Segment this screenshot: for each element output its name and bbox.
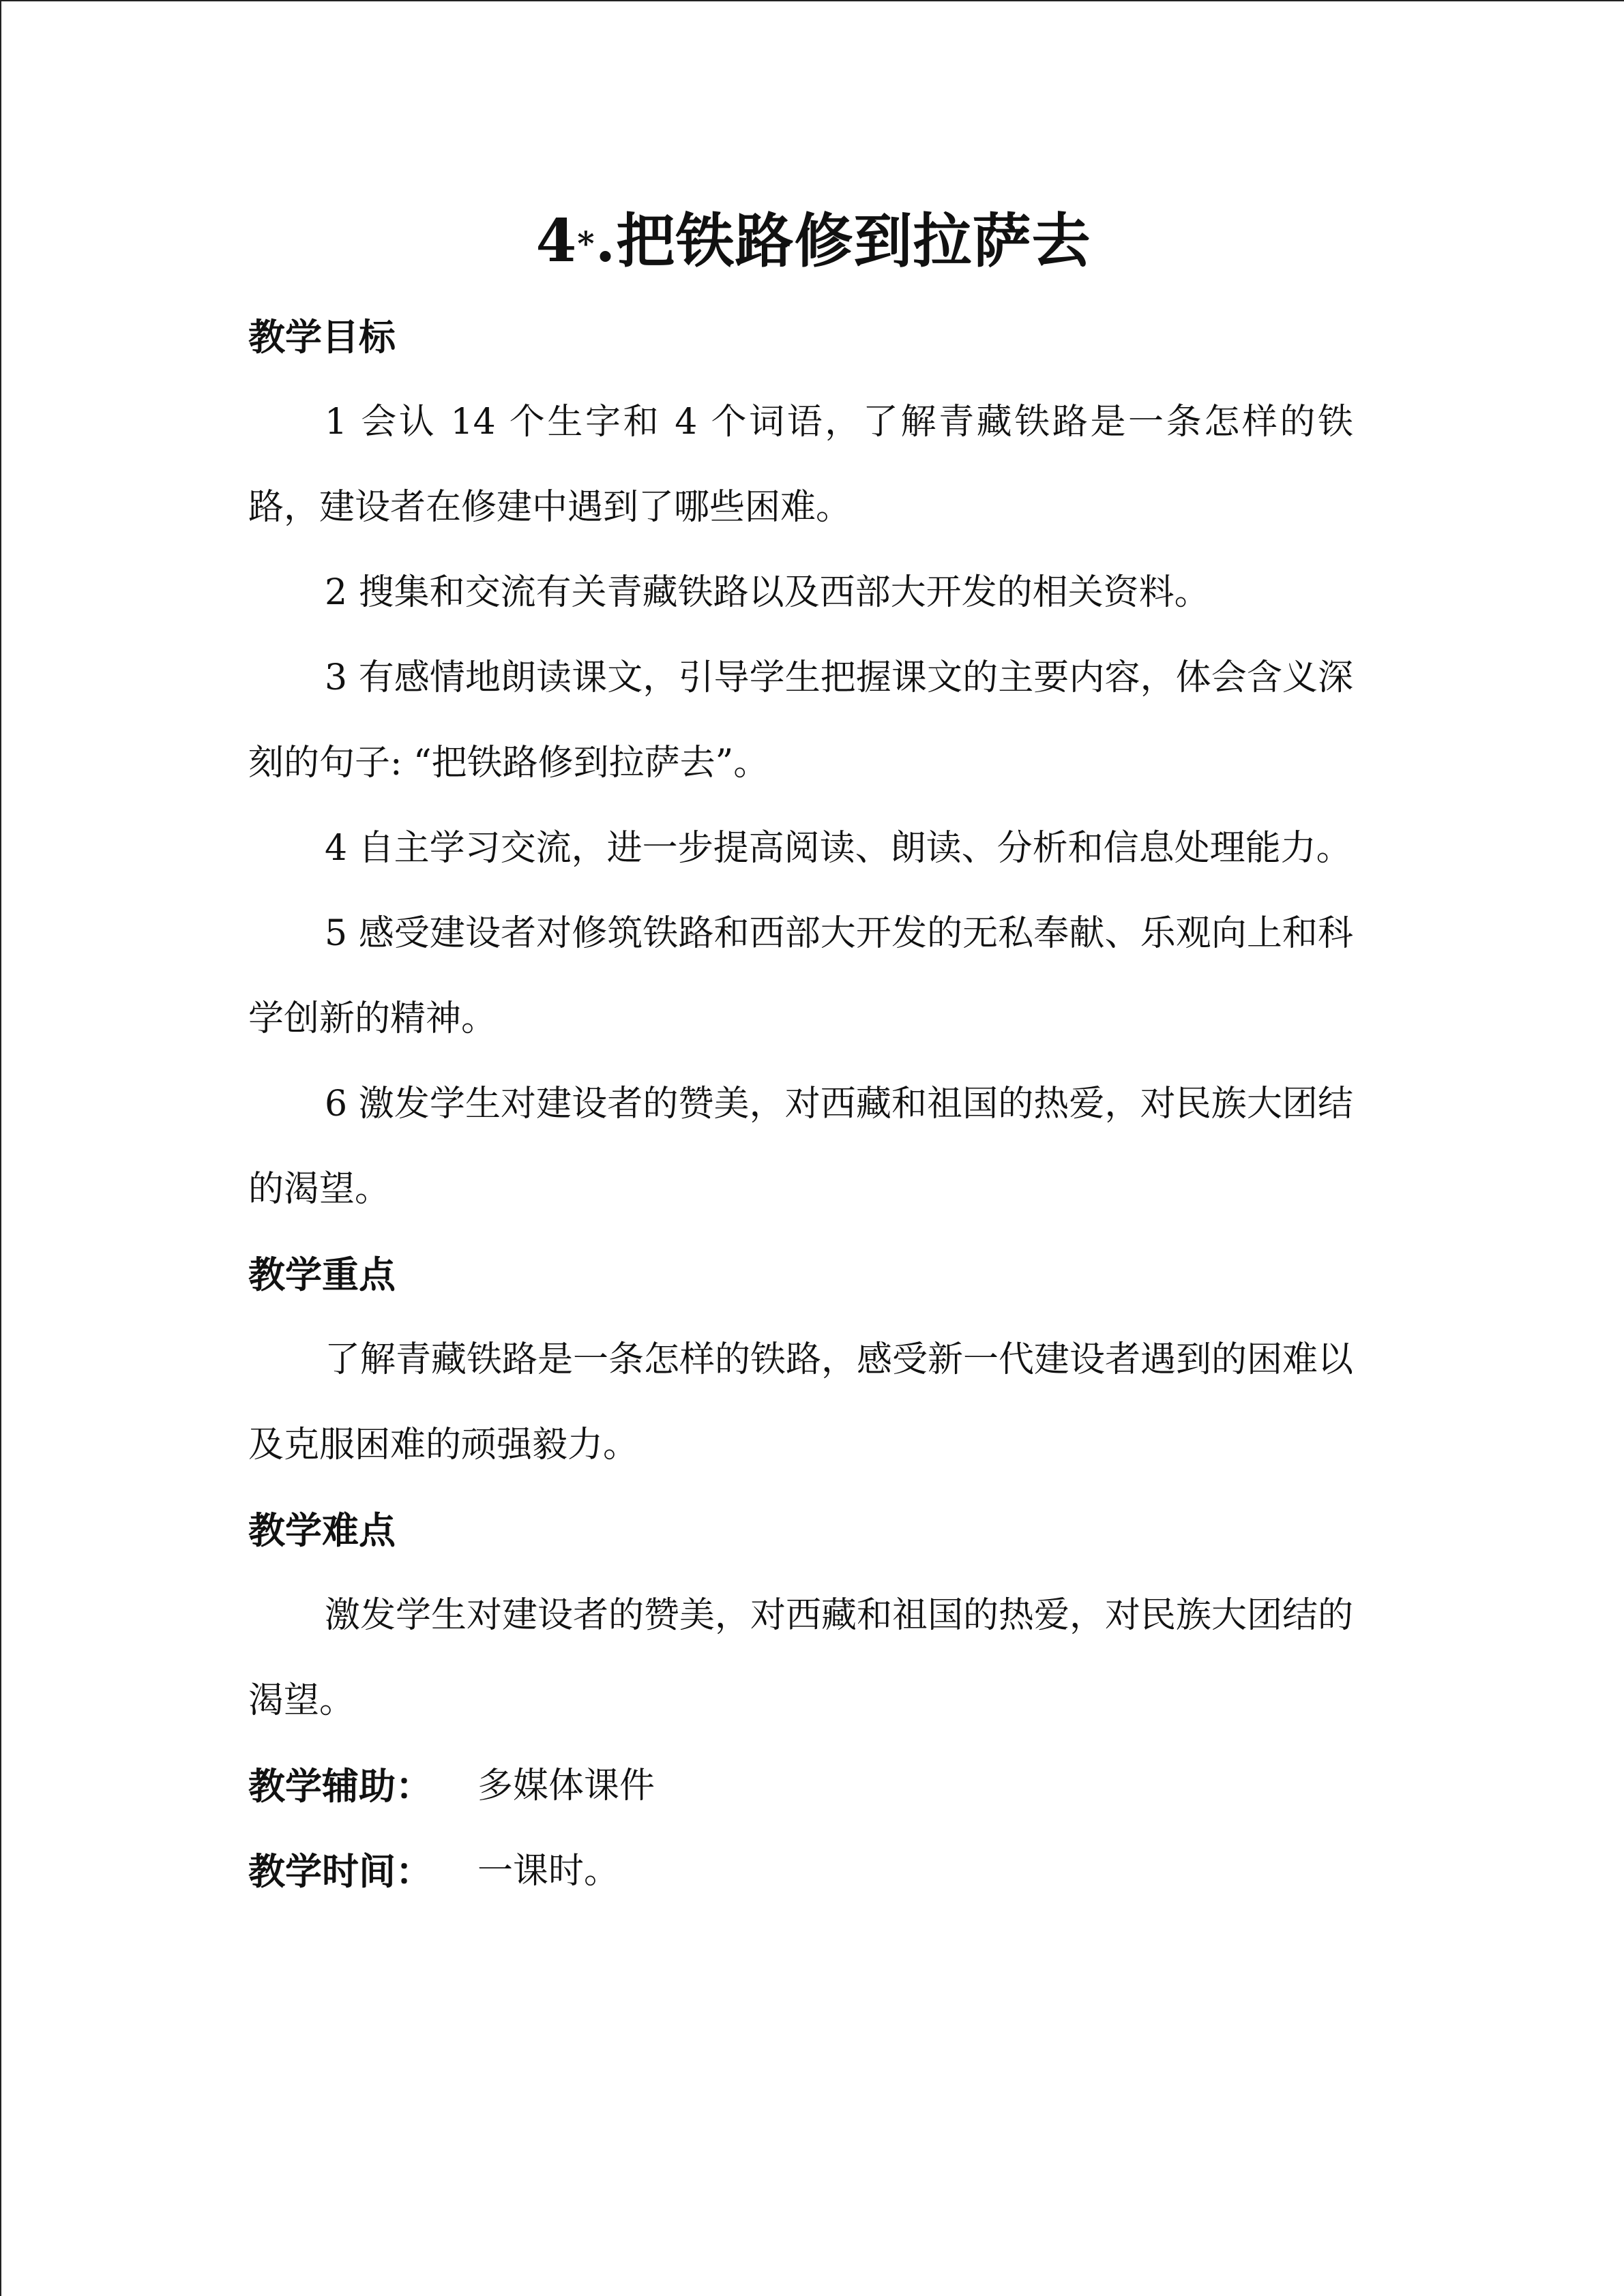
title-number: 4 (535, 207, 578, 275)
objectives-heading: 教学目标 (248, 315, 396, 359)
aids-label: 教学辅助： (248, 1764, 432, 1808)
time-value: 一课时。 (477, 1851, 620, 1892)
objective-item-4: 4 自主学习交流，进一步提高阅读、朗读、分析和信息处理能力。 (325, 828, 1352, 869)
objective-item-6: 6 激发学生对建设者的赞美，对西藏和祖国的热爱，对民族大团结的渴望。 (248, 1084, 1353, 1210)
document-title (1, 200, 1624, 282)
key-points-heading: 教学重点 (248, 1253, 396, 1296)
document-body (248, 295, 1353, 1914)
objective-item-1: 1 会认 14 个生字和 4 个词语，了解青藏铁路是一条怎样的铁路，建设者在修建中遇到了哪些困难。 (248, 402, 1353, 528)
objective-item-2: 2 搜集和交流有关青藏铁路以及西部大开发的相关资料。 (325, 572, 1210, 613)
aids-value: 多媒体课件 (477, 1765, 655, 1806)
key-points-text: 了解青藏铁路是一条怎样的铁路，感受新一代建设者遇到的困难以及克服困难的顽强毅力。 (248, 1339, 1354, 1465)
objective-item-5: 5 感受建设者对修筑铁路和西部大开发的无私奉献、乐观向上和科学创新的精神。 (248, 913, 1353, 1039)
time-label: 教学时间： (248, 1849, 432, 1893)
time-row (248, 1829, 1353, 1914)
title-text: .把铁路修到拉萨去 (595, 207, 1091, 275)
difficulties-heading: 教学难点 (248, 1508, 396, 1552)
title-star: * (577, 225, 595, 263)
difficulties-text: 激发学生对建设者的赞美，对西藏和祖国的热爱，对民族大团结的渴望。 (248, 1595, 1354, 1721)
objective-item-3: 3 有感情地朗读课文，引导学生把握课文的主要内容，体会含义深刻的句子: “把铁路修到拉萨去”。 (248, 657, 1353, 784)
aids-row (248, 1744, 1353, 1829)
